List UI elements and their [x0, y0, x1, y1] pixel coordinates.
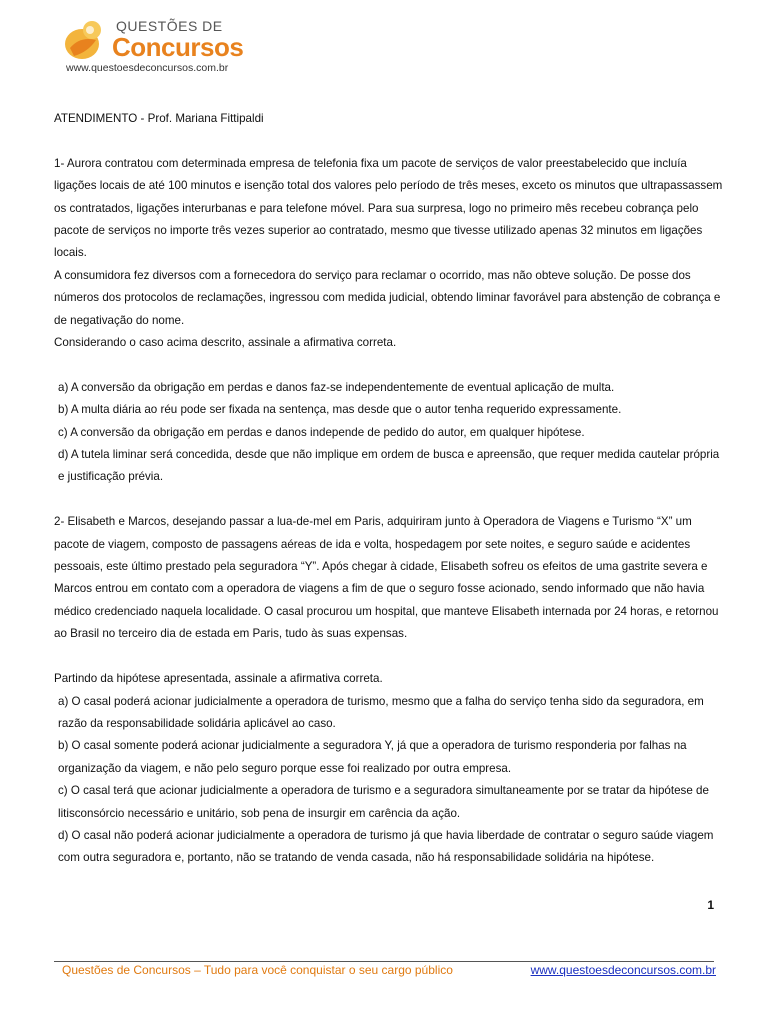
document-title: ATENDIMENTO - Prof. Mariana Fittipaldi [54, 112, 264, 125]
question-1-prompt: Considerando o caso acima descrito, assinale a afirmativa correta. [54, 336, 397, 350]
question-1-option-b: b) A multa diária ao réu pode ser fixada na sentença, mas desde que o autor tenha requerido expressamente. [58, 403, 622, 417]
question-2-option-b: b) O casal somente poderá acionar judicialmente a seguradora Y, já que a operadora de turismo responderia por falhas na organização da viagem, e não pelo seguro porque esse foi realizado por outra empresa. [58, 739, 687, 775]
footer-website-link[interactable]: www.questoesdeconcursos.com.br [530, 963, 716, 977]
logo-mark-icon [62, 18, 110, 62]
question-1-option-c: c) A conversão da obrigação em perdas e danos independe de pedido do autor, em qualquer hipótese. [58, 425, 585, 439]
question-1-stem: 1- Aurora contratou com determinada empresa de telefonia fixa um pacote de serviços de valor preestabelecido que incluía ligações locais de até 100 minutos e isenção total dos valores pelo período de três meses, exceto os minutos que ultrapassassem os contratados, ligações interurbanas e para telefone móvel. Para sua surpresa, logo no primeiro mês recebeu cobrança pelo pacote de serviços no importe três vezes superior ao contratado, mesmo que tivesse utilizado apenas 32 minutos em ligações locais. [54, 156, 723, 260]
question-2-option-c: c) O casal terá que acionar judicialmente a operadora de turismo e a seguradora simultaneamente por se tratar da hipótese de litisconsórcio necessário e unitário, sob pena de insurgir em carência da ação. [58, 784, 709, 820]
question-1-stem-continued: A consumidora fez diversos com a fornecedora do serviço para reclamar o ocorrido, mas não obteve solução. De posse dos números dos protocolos de reclamações, ingressou com medida judicial, obtendo liminar favorável para abstenção de cobrança e de negativação do nome. [54, 268, 721, 327]
footer-slogan: Questões de Concursos – Tudo para você conquistar o seu cargo público [62, 963, 453, 977]
question-1-option-d: d) A tutela liminar será concedida, desde que não implique em ordem de busca e apreensão, que requer medida cautelar própria e justificação prévia. [58, 448, 720, 484]
question-2-option-d: d) O casal não poderá acionar judicialmente a operadora de turismo já que havia liberdade de contratar o seguro saúde viagem com outra seguradora e, portanto, não se tratando de venda casada, não há responsabilidade solidária na hipótese. [58, 828, 714, 865]
logo-text-main: Concursos [112, 32, 244, 62]
question-2-prompt: Partindo da hipótese apresentada, assinale a afirmativa correta. [54, 672, 383, 686]
question-2-option-a: a) O casal poderá acionar judicialmente a operadora de turismo, mesmo que a falha do serviço tenha sido da seguradora, em razão da responsabilidade solidária aplicável ao caso. [58, 694, 704, 730]
page-number: 1 [707, 898, 714, 912]
question-1-option-a: a) A conversão da obrigação em perdas e danos faz-se independentemente de eventual aplicação de multa. [58, 380, 615, 394]
logo-url: www.questoesdeconcursos.com.br [66, 62, 229, 74]
logo-text-top: QUESTÕES DE [116, 18, 223, 34]
site-logo[interactable] [62, 14, 252, 76]
document-body [54, 108, 724, 870]
question-2-stem: 2- Elisabeth e Marcos, desejando passar a lua-de-mel em Paris, adquiriram junto à Operadora de Viagens e Turismo “X” um pacote de viagem, composto de passagens aéreas de ida e volta, hospedagem por sete noites, e seguro saúde e acidentes pessoais, este último prestado pela seguradora “Y”. Após chegar à cidade, Elisabeth sofreu os efeitos de uma gastrite severa e Marcos entrou em contato com a operadora de viagens a fim de que o seguro fosse acionado, sendo informado que não havia médico credenciado naquela localidade. O casal procurou um hospital, que manteve Elisabeth internada por 24 horas, e retornou ao Brasil no terceiro dia de estada em Paris, tudo às suas expensas. [54, 515, 719, 641]
footer-divider [54, 961, 714, 962]
